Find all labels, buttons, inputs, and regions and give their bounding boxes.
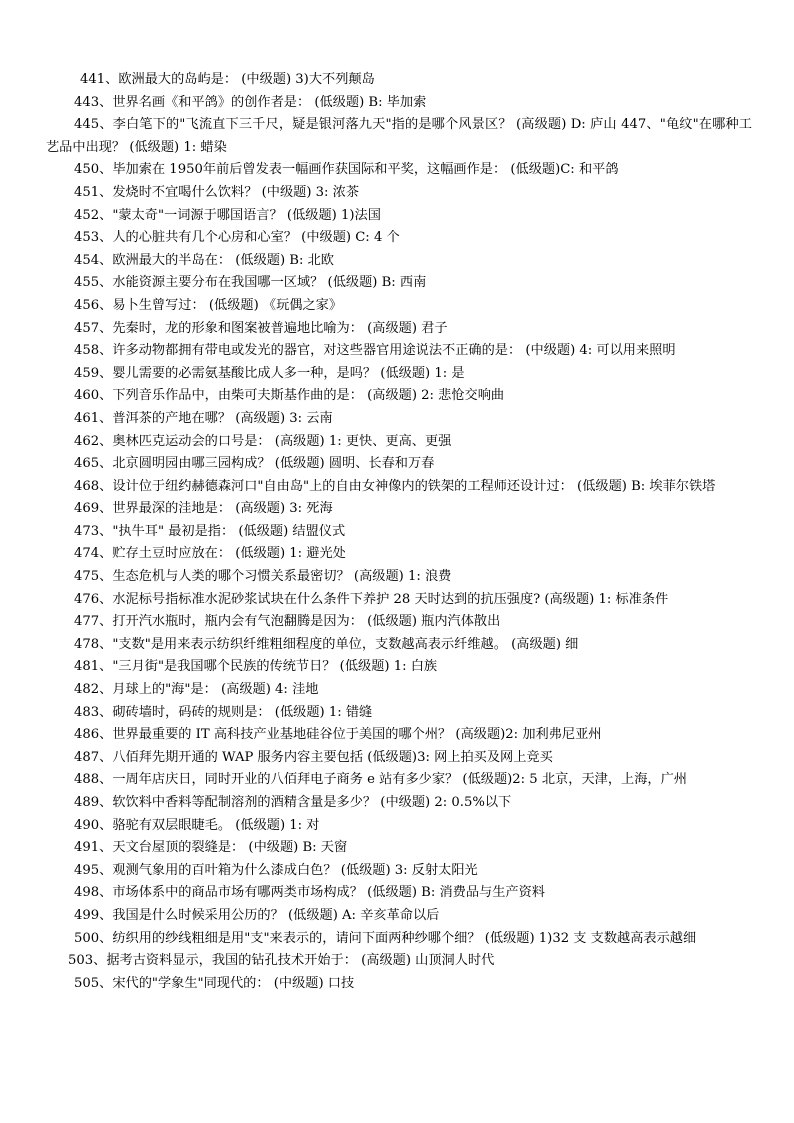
list-item: 505、宋代的"学象生"同现代的： (中级题) 口技: [74, 975, 355, 991]
list-item: 478、"支数"是用来表示纺织纤维粗细程度的单位，支数越高表示纤维越。 (高级题) 细: [74, 636, 579, 652]
list-item: 457、先秦时，龙的形象和图案被普遍地比喻为： (高级题) 君子: [74, 320, 448, 336]
list-item: 445、李白笔下的"飞流直下三千尺，疑是银河落九天"指的是哪个风景区？ (高级题) D: 庐山 447、"龟纹"在哪种工艺品中出现？ (低级题) 1: 蜡染: [46, 117, 752, 155]
list-item: 488、一周年店庆日，同时开业的八佰拜电子商务 e 站有多少家？ (低级题)2: 5 北京，天津，上海，广州: [74, 772, 687, 788]
list-item: 481、"三月街"是我国哪个民族的传统节日？ (低级题) 1: 白族: [74, 659, 438, 675]
list-item: 451、发烧时不宜喝什么饮料？ (中级题) 3: 浓茶: [74, 184, 360, 200]
list-item: 483、砌砖墙时，码砖的规则是： (低级题) 1: 错缝: [74, 704, 373, 720]
list-item: 459、婴儿需要的必需氨基酸比成人多一种，是吗？ (低级题) 1: 是: [74, 365, 465, 381]
list-item: 474、贮存土豆时应放在： (低级题) 1: 避光处: [74, 546, 346, 562]
list-item: 453、人的心脏共有几个心房和心室？ (中级题) C: 4 个: [74, 230, 400, 246]
list-item: 498、市场体系中的商品市场有哪两类市场构成？ (低级题) B: 消费品与生产资料: [74, 885, 545, 901]
list-item: 491、天文台屋顶的裂缝是： (中级题) B: 天窗: [74, 840, 348, 856]
list-item: 503、据考古资料显示，我国的钻孔技术开始于： (高级题) 山顶洞人时代: [68, 953, 495, 969]
list-item: 473、"执牛耳" 最初是指： (低级题) 结盟仪式: [74, 523, 346, 539]
list-item: 441、欧洲最大的岛屿是： (中级题) 3)大不列颠岛: [80, 72, 375, 87]
list-item: 500、纺织用的纱线粗细是用"支"来表示的，请问下面两种纱哪个细？ (低级题) 1)32 支 支数越高表示越细: [74, 930, 697, 946]
list-item: 452、"蒙太奇"一词源于哪国语言？ (低级题) 1)法国: [74, 207, 381, 223]
list-item: 490、骆驼有双层眼睫毛。 (低级题) 1: 对: [74, 817, 320, 833]
list-item: 477、打开汽水瓶时，瓶内会有气泡翻腾是因为： (低级题) 瓶内汽体散出: [74, 614, 501, 630]
list-item: 456、易卜生曾写过： (低级题) 《玩偶之家》: [74, 297, 343, 313]
list-item: 454、欧洲最大的半岛在： (低级题) B: 北欧: [74, 252, 334, 268]
list-item: 443、世界名画《和平鸽》的创作者是： (低级题) B: 毕加索: [74, 94, 427, 110]
list-item: 487、八佰拜先期开通的 WAP 服务内容主要包括 (低级题)3: 网上拍买及网上竞买: [74, 749, 553, 765]
list-item: 461、普洱茶的产地在哪？ (高级题) 3: 云南: [74, 410, 333, 426]
list-item: 468、设计位于纽约赫德森河口"自由岛"上的自由女神像内的铁架的工程师还设计过： (低级题) B: 埃菲尔铁塔: [74, 478, 716, 494]
list-item: 458、许多动物都拥有带电或发光的器官，对这些器官用途说法不正确的是： (中级题) 4: 可以用来照明: [74, 343, 676, 359]
list-item: 499、我国是什么时候采用公历的？ (低级题) A: 辛亥革命以后: [74, 907, 440, 923]
list-item: 450、毕加索在 1950年前后曾发表一幅画作获国际和平奖，这幅画作是： (低级题)C: 和平鸽: [74, 162, 619, 178]
list-item: 476、水泥标号指标准水泥砂浆试块在什么条件下养护 28 天时达到的抗压强度? (高级题) 1: 标准条件: [74, 591, 669, 607]
list-item: 469、世界最深的洼地是： (高级题) 3: 死海: [74, 501, 333, 517]
list-item: 495、观测气象用的百叶箱为什么漆成白色？ (低级题) 3: 反射太阳光: [74, 862, 478, 878]
list-item: 455、水能资源主要分布在我国哪一区域？ (低级题) B: 西南: [74, 275, 427, 291]
list-item: 460、下列音乐作品中，由柴可夫斯基作曲的是： (高级题) 2: 悲怆交响曲: [74, 388, 505, 404]
list-item: 462、奥林匹克运动会的口号是： (高级题) 1: 更快、更高、更强: [74, 433, 452, 449]
list-item: 486、世界最重要的 IT 高科技产业基地硅谷位于美国的哪个州？ (高级题)2: 加利弗尼亚州: [74, 727, 602, 743]
list-item: 475、生态危机与人类的哪个习惯关系最密切？ (高级题) 1: 浪费: [74, 569, 452, 585]
document-body: [46, 69, 752, 995]
list-item: 482、月球上的"海"是： (高级题) 4: 洼地: [74, 682, 319, 698]
list-item: 465、北京圆明园由哪三园构成？ (低级题) 圆明、长春和万春: [74, 456, 435, 472]
list-item: 489、软饮料中香料等配制溶剂的酒精含量是多少？ (中级题) 2: 0.5%以下: [74, 795, 512, 810]
